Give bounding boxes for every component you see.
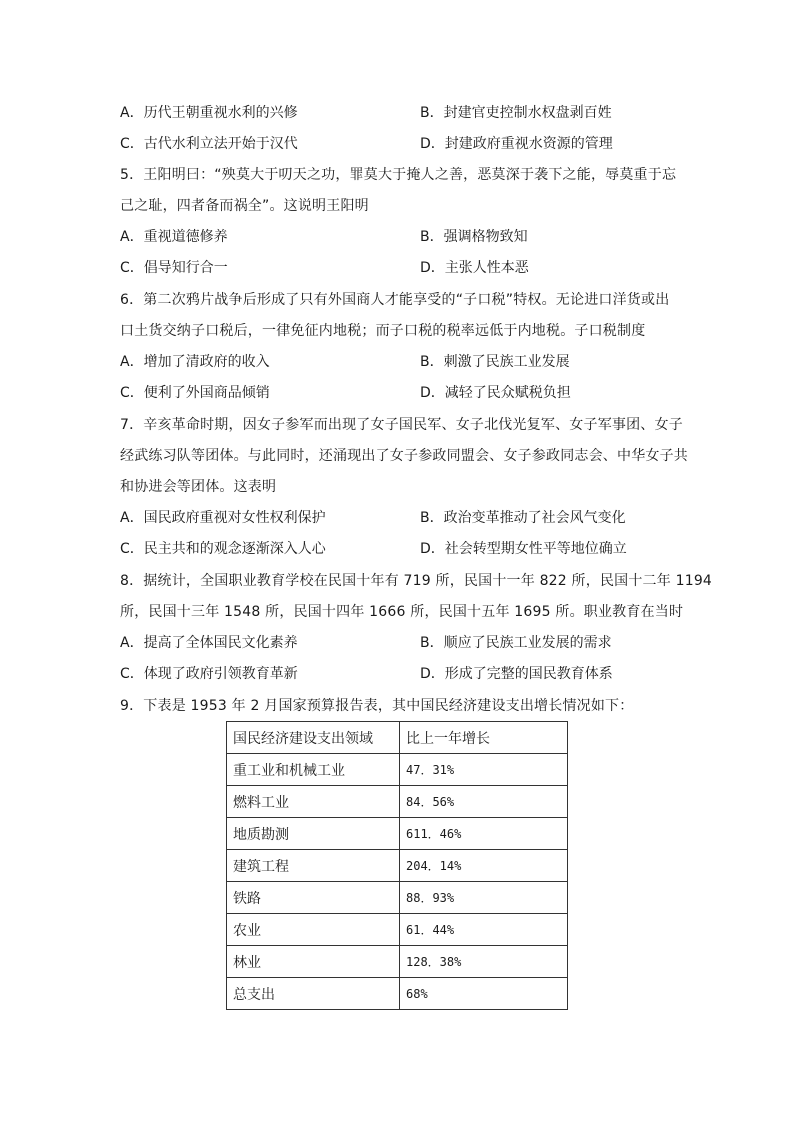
table-cell-growth: 68% bbox=[400, 978, 568, 1010]
table-cell-growth: 84．56% bbox=[400, 786, 568, 818]
table-cell-field: 建筑工程 bbox=[227, 850, 400, 882]
table-cell-growth: 204．14% bbox=[400, 850, 568, 882]
q4-option-b: B．封建官吏控制水权盘剥百姓 bbox=[420, 105, 612, 121]
q7-option-b: B．政治变革推动了社会风气变化 bbox=[420, 510, 626, 526]
q6-stem-line-1: 6．第二次鸦片战争后形成了只有外国商人才能享受的“子口税”特权。无论进口洋货或出 bbox=[120, 292, 670, 308]
q8-option-a: A．提高了全体国民文化素养 bbox=[120, 635, 298, 651]
table-row bbox=[227, 818, 568, 850]
table-header-row bbox=[227, 722, 568, 754]
q6-option-d: D．减轻了民众赋税负担 bbox=[420, 385, 571, 401]
table-cell-field: 铁路 bbox=[227, 882, 400, 914]
q9-stem: 9．下表是 1953 年 2 月国家预算报告表，其中国民经济建设支出增长情况如下： bbox=[120, 698, 634, 714]
table-cell-growth: 61．44% bbox=[400, 914, 568, 946]
q6-option-a: A．增加了清政府的收入 bbox=[120, 354, 270, 370]
q8-option-b: B．顺应了民族工业发展的需求 bbox=[420, 635, 612, 651]
q7-stem-line-1: 7．辛亥革命时期，因女子参军而出现了女子国民军、女子北伐光复军、女子军事团、女子 bbox=[120, 417, 683, 433]
budget-table bbox=[226, 721, 568, 1010]
q7-stem-line-3: 和协进会等团体。这表明 bbox=[120, 479, 277, 495]
table-row bbox=[227, 882, 568, 914]
table-row bbox=[227, 978, 568, 1010]
table-cell-field: 燃料工业 bbox=[227, 786, 400, 818]
table-row bbox=[227, 786, 568, 818]
table-cell-growth: 88．93% bbox=[400, 882, 568, 914]
table-cell-field: 林业 bbox=[227, 946, 400, 978]
q6-option-c: C．便利了外国商品倾销 bbox=[120, 385, 270, 401]
q4-option-c: C．古代水利立法开始于汉代 bbox=[120, 136, 298, 152]
table-row bbox=[227, 754, 568, 786]
table-row bbox=[227, 850, 568, 882]
table-header-cell: 比上一年增长 bbox=[400, 722, 568, 754]
q4-option-a: A．历代王朝重视水利的兴修 bbox=[120, 105, 298, 121]
q6-stem-line-2: 口土货交纳子口税后，一律免征内地税；而子口税的税率远低于内地税。子口税制度 bbox=[120, 323, 646, 339]
table-row bbox=[227, 946, 568, 978]
table-cell-field: 地质勘测 bbox=[227, 818, 400, 850]
q4-option-d: D．封建政府重视水资源的管理 bbox=[420, 136, 613, 152]
q8-stem-line-2: 所，民国十三年 1548 所，民国十四年 1666 所，民国十五年 1695 所。职业教育在当时 bbox=[120, 604, 684, 620]
q5-option-a: A．重视道德修养 bbox=[120, 229, 228, 245]
table-cell-growth: 611．46% bbox=[400, 818, 568, 850]
q7-option-d: D．社会转型期女性平等地位确立 bbox=[420, 541, 627, 557]
q5-option-b: B．强调格物致知 bbox=[420, 229, 528, 245]
table-cell-growth: 128．38% bbox=[400, 946, 568, 978]
q5-stem-line-1: 5．王阳明曰：“殃莫大于叨天之功，罪莫大于掩人之善，恶莫深于袭下之能，辱莫重于忘 bbox=[120, 167, 677, 183]
q5-stem-line-2: 己之耻，四者备而祸全”。这说明王阳明 bbox=[120, 198, 369, 214]
q5-option-c: C．倡导知行合一 bbox=[120, 260, 228, 276]
table-cell-field: 农业 bbox=[227, 914, 400, 946]
q7-stem-line-2: 经武练习队等团体。与此同时，还涌现出了女子参政同盟会、女子参政同志会、中华女子共 bbox=[120, 448, 688, 464]
q5-option-d: D．主张人性本恶 bbox=[420, 260, 529, 276]
q8-stem-line-1: 8．据统计，全国职业教育学校在民国十年有 719 所，民国十一年 822 所，民国十二年 1194 bbox=[120, 573, 713, 589]
table-cell-growth: 47．31% bbox=[400, 754, 568, 786]
q6-option-b: B．刺激了民族工业发展 bbox=[420, 354, 570, 370]
table-cell-field: 重工业和机械工业 bbox=[227, 754, 400, 786]
q8-option-c: C．体现了政府引领教育革新 bbox=[120, 666, 298, 682]
table-row bbox=[227, 914, 568, 946]
table-header-cell: 国民经济建设支出领域 bbox=[227, 722, 400, 754]
q7-option-a: A．国民政府重视对女性权利保护 bbox=[120, 510, 326, 526]
table-cell-field: 总支出 bbox=[227, 978, 400, 1010]
q8-option-d: D．形成了完整的国民教育体系 bbox=[420, 666, 613, 682]
q7-option-c: C．民主共和的观念逐渐深入人心 bbox=[120, 541, 326, 557]
